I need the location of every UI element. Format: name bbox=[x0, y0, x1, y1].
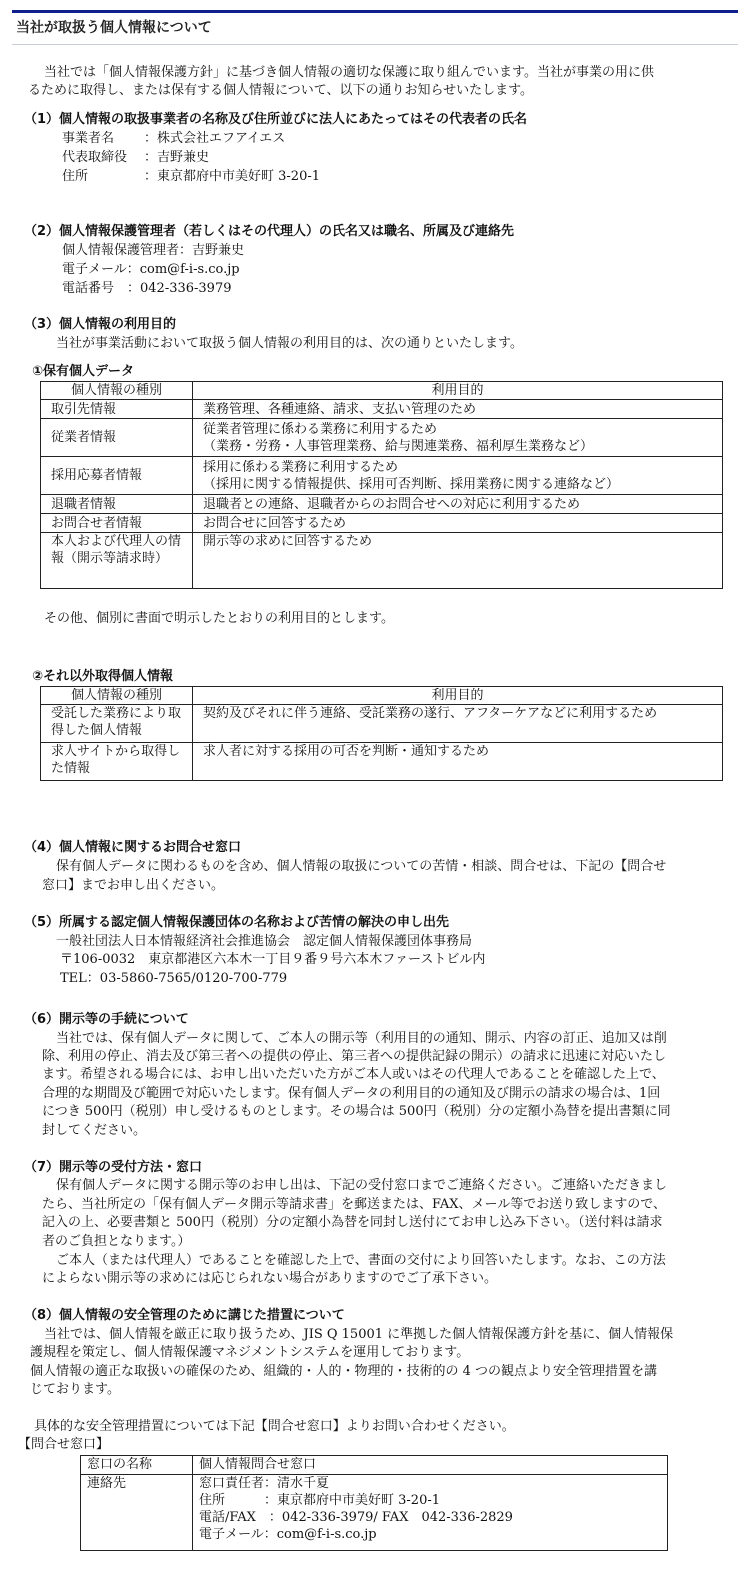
table-cell bbox=[193, 1475, 668, 1551]
s8-line: 当社では、個人情報を厳正に取り扱うため、JIS Q 15001 に準拠した個人情報保護方針を基に、個人情報保 bbox=[44, 1327, 674, 1342]
table-header: 利用目的 bbox=[193, 382, 723, 400]
s8-line: じております。 bbox=[30, 1382, 120, 1397]
s3-note: その他、個別に書面で明示したとおりの利用目的とします。 bbox=[44, 611, 394, 626]
section-6-heading: （6）開示等の手続について bbox=[24, 1012, 189, 1027]
contact-phone-fax: 電話/FAX ：042-336-3979/ FAX 042-336-2829 bbox=[199, 1510, 513, 1525]
s1-key: 住所 bbox=[62, 169, 89, 184]
table-cell: 契約及びそれに伴う連絡、受託業務の遂行、アフターケアなどに利用するため bbox=[193, 705, 723, 743]
s1-row bbox=[62, 130, 285, 148]
section-1-heading: （1）個人情報の取扱事業者の名称及び住所並びに法人にあたってはその代表者の氏名 bbox=[24, 112, 528, 127]
s1-val: ：吉野兼史 bbox=[144, 150, 210, 165]
section-7-heading: （7）開示等の受付方法・窓口 bbox=[24, 1160, 203, 1175]
s6-line: ます。希望される場合には、お申し出いただいた方がご本人或いはその代理人であることを確認した上で、 bbox=[42, 1067, 665, 1082]
table-row bbox=[41, 457, 723, 495]
s3-sub-heading-1: ①保有個人データ bbox=[32, 364, 135, 379]
s5-line: TEL：03-5860-7565/0120-700-779 bbox=[60, 971, 288, 986]
table-row bbox=[41, 400, 723, 419]
contact-person: 窓口責任者：清水千夏 bbox=[199, 1476, 330, 1491]
table-header: 個人情報の種別 bbox=[41, 382, 193, 400]
s1-key: 代表取締役 bbox=[62, 150, 128, 165]
s2-email: 電子メール：com@f-i-s.co.jp bbox=[62, 262, 240, 277]
s6-line: 除、利用の停止、消去及び第三者への提供の停止、第三者への提供記録の開示）の請求に迅速に対応いたし bbox=[42, 1049, 667, 1064]
table-cell: 本人および代理人の情報（開示等請求時） bbox=[41, 533, 193, 589]
table-row bbox=[41, 705, 723, 743]
table-header-row bbox=[41, 687, 723, 705]
s1-row bbox=[62, 168, 320, 186]
table-row bbox=[81, 1475, 668, 1551]
intro-line-2: るために取得し、または保有する個人情報について、以下の通りお知らせいたします。 bbox=[28, 83, 534, 98]
purpose-table-2 bbox=[40, 686, 723, 781]
table-cell: 業務管理、各種連絡、請求、支払い管理のため bbox=[193, 400, 723, 419]
contact-table bbox=[80, 1455, 668, 1551]
table-cell: 窓口の名称 bbox=[81, 1456, 193, 1475]
s5-line: 〒106-0032 東京都港区六本木一丁目９番９号六本木ファーストビル内 bbox=[60, 952, 486, 967]
table-header-row bbox=[41, 382, 723, 400]
contact-address: 住所 ：東京都府中市美好町 3-20-1 bbox=[199, 1493, 441, 1508]
s7-line: ご本人（または代理人）であることを確認した上で、書面の交付により回答いたします。なお、この方法 bbox=[56, 1253, 666, 1268]
section-5-heading: （5）所属する認定個人情報保護団体の名称および苦情の解決の申し出先 bbox=[24, 915, 450, 930]
s8-note: 具体的な安全管理措置については下記【問合せ窓口】よりお問い合わせください。 bbox=[34, 1419, 515, 1434]
table-cell: お問合せに回答するため bbox=[193, 514, 723, 533]
table-cell: 採用に係わる業務に利用するため （採用に関する情報提供、採用可否判断、採用業務に関する連絡など） bbox=[193, 457, 723, 495]
s1-val: ：株式会社エフアイエス bbox=[144, 131, 286, 146]
table-cell: お問合せ者情報 bbox=[41, 514, 193, 533]
table-cell: 従業者情報 bbox=[41, 419, 193, 457]
table-header: 利用目的 bbox=[193, 687, 723, 705]
s6-line: につき 500円（税別）申し受けるものとします。その場合は 500円（税別）分の定額小為替を提出書類に同 bbox=[42, 1104, 671, 1119]
s8-line: 護規程を策定し、個人情報保護マネジメントシステムを運用しております。 bbox=[30, 1345, 470, 1360]
table-row bbox=[41, 419, 723, 457]
section-8-heading: （8）個人情報の安全管理のために講じた措置について bbox=[24, 1308, 345, 1323]
s4-line: 窓口】までお申し出ください。 bbox=[42, 878, 225, 893]
s6-line: 合理的な期間及び範囲で対応いたします。保有個人データの利用目的の通知及び開示の請求の場合は、1回 bbox=[42, 1086, 661, 1101]
s7-line: 記入の上、必要書類と 500円（税別）分の定額小為替を同封し送付にてお申し込み下さい。（送付料は請求 bbox=[42, 1215, 663, 1230]
s6-line: 封してください。 bbox=[42, 1123, 147, 1138]
section-4-heading: （4）個人情報に関するお問合せ窓口 bbox=[24, 840, 242, 855]
s7-line: によらない開示等の求めには応じられない場合がありますのでご了承下さい。 bbox=[42, 1271, 498, 1286]
table-cell: 採用応募者情報 bbox=[41, 457, 193, 495]
table-cell: 取引先情報 bbox=[41, 400, 193, 419]
s8-line: 個人情報の適正な取扱いの確保のため、組織的・人的・物理的・技術的の 4 つの観点より安全管理措置を講 bbox=[30, 1364, 658, 1379]
table-header: 個人情報の種別 bbox=[41, 687, 193, 705]
table-cell: 求人サイトから取得した情報 bbox=[41, 743, 193, 781]
s3-sub-heading-2: ②それ以外取得個人情報 bbox=[32, 669, 174, 684]
intro-line-1: 当社では「個人情報保護方針」に基づき個人情報の適切な保護に取り組んでいます。当社が事業の用に供 bbox=[44, 65, 654, 80]
table-row bbox=[41, 514, 723, 533]
contact-email: 電子メール：com@f-i-s.co.jp bbox=[199, 1527, 377, 1542]
s6-line: 当社では、保有個人データに関して、ご本人の開示等（利用目的の通知、開示、内容の訂正、追加又は削 bbox=[56, 1031, 667, 1046]
table-row bbox=[81, 1456, 668, 1475]
section-2-heading: （2）個人情報保護管理者（若しくはその代理人）の氏名又は職名、所属及び連絡先 bbox=[24, 224, 515, 239]
s7-line: 者のご負担となります。） bbox=[42, 1234, 191, 1249]
purpose-table-1 bbox=[40, 381, 723, 589]
s1-key: 事業者名 bbox=[62, 131, 115, 146]
title-divider bbox=[12, 44, 738, 45]
table-cell: 連絡先 bbox=[81, 1475, 193, 1551]
table-cell: 退職者との連絡、退職者からのお問合せへの対応に利用するため bbox=[193, 495, 723, 514]
s1-val: ：東京都府中市美好町 3-20-1 bbox=[144, 169, 321, 184]
table-row bbox=[41, 495, 723, 514]
s7-line: たら、当社所定の「保有個人データ開示等請求書」を郵送または、FAX、メール等でお送り致しますので、 bbox=[42, 1197, 667, 1212]
s1-row bbox=[62, 149, 209, 167]
s2-phone: 電話番号 ：042-336-3979 bbox=[62, 281, 232, 296]
table-cell: 従業者管理に係わる業務に利用するため （業務・労務・人事管理業務、給与関連業務、福利厚生業務など） bbox=[193, 419, 723, 457]
table-cell: 退職者情報 bbox=[41, 495, 193, 514]
table-cell: 求人者に対する採用の可否を判断・通知するため bbox=[193, 743, 723, 781]
s3-text: 当社が事業活動において取扱う個人情報の利用目的は、次の通りといたします。 bbox=[56, 336, 523, 351]
table-row bbox=[41, 743, 723, 781]
top-accent-bar bbox=[12, 10, 738, 13]
s7-line: 保有個人データに関する開示等のお申し出は、下記の受付窓口までご連絡ください。ご連絡いただきまし bbox=[56, 1178, 668, 1193]
s2-manager: 個人情報保護管理者：吉野兼史 bbox=[62, 243, 245, 258]
s4-line: 保有個人データに関わるものを含め、個人情報の取扱についての苦情・相談、問合せは、下記の【問合せ bbox=[56, 859, 667, 874]
table-cell: 受託した業務により取得した個人情報 bbox=[41, 705, 193, 743]
s5-line: 一般社団法人日本情報経済社会推進協会 認定個人情報保護団体事務局 bbox=[56, 934, 473, 949]
table-cell: 開示等の求めに回答するため bbox=[193, 533, 723, 589]
page-title: 当社が取扱う個人情報について bbox=[16, 20, 212, 36]
table-cell: 個人情報問合せ窓口 bbox=[193, 1456, 668, 1475]
table-row bbox=[41, 533, 723, 589]
contact-label: 【問合せ窓口】 bbox=[18, 1437, 110, 1452]
section-3-heading: （3）個人情報の利用目的 bbox=[24, 317, 177, 332]
